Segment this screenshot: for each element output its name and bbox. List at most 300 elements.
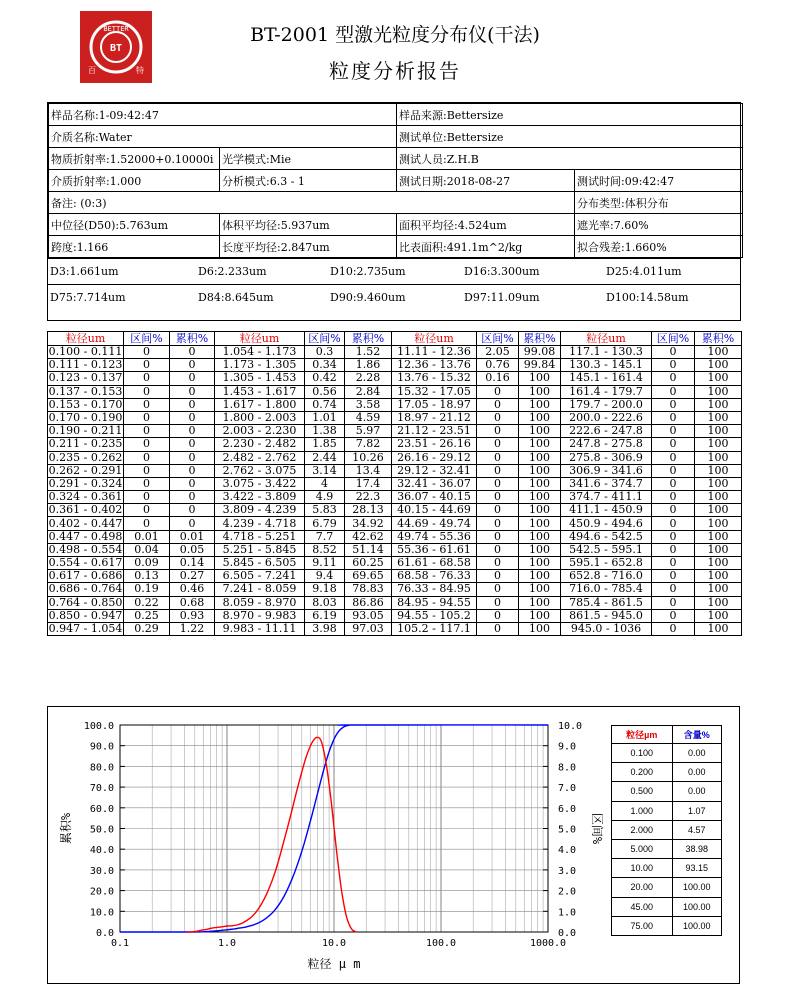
interval-percent-cell: 0	[652, 596, 695, 609]
y-right-axis-label: 区间%	[590, 812, 604, 845]
test-unit: 测试单位:Bettersize	[397, 126, 743, 148]
d-value: D100:14.58um	[606, 291, 689, 304]
cumulative-percent-cell: 100	[519, 570, 561, 583]
size-range-cell: 0.153 - 0.170	[48, 398, 123, 411]
cumulative-percent-cell: 3.58	[345, 398, 392, 411]
mini-content-cell: 0.00	[672, 782, 722, 801]
interval-percent-cell: 0	[652, 425, 695, 438]
interval-percent-cell: 0.16	[477, 372, 519, 385]
table-row	[48, 517, 742, 530]
x-tick-label: 100.0	[425, 938, 457, 949]
cumulative-percent-cell: 69.65	[345, 570, 392, 583]
interval-percent-cell: 3.98	[305, 622, 345, 635]
size-range-cell: 145.1 - 161.4	[561, 372, 652, 385]
tester: 测试人员:Z.H.B	[397, 148, 743, 170]
size-range-cell: 6.505 - 7.241	[215, 570, 305, 583]
cumulative-percent-cell: 100	[519, 477, 561, 490]
y-left-tick-label: 80.0	[89, 762, 114, 774]
size-range-cell: 68.58 - 76.33	[392, 570, 477, 583]
distribution-type: 分布类型:体积分布	[575, 192, 743, 214]
size-range-cell: 0.190 - 0.211	[48, 424, 123, 438]
size-range-cell: 5.251 - 5.845	[215, 543, 305, 556]
d-value: D16:3.300um	[464, 265, 540, 278]
mini-content-cell: 0.00	[672, 744, 722, 763]
size-range-cell: 12.36 - 13.76	[392, 359, 477, 372]
mini-table-row	[612, 916, 722, 935]
interval-percent-cell: 0	[477, 543, 519, 556]
interval-percent-cell: 0	[652, 451, 695, 464]
size-range-cell: 1.617 - 1.800	[215, 398, 305, 411]
cumulative-percent-cell: 0	[170, 425, 215, 438]
cumulative-percent-cell: 22.3	[345, 491, 392, 504]
cumulative-percent-cell: 99.08	[519, 346, 561, 359]
mini-size-cell: 2.000	[612, 820, 673, 839]
mini-content-cell: 4.57	[672, 820, 722, 839]
table-row	[48, 622, 742, 635]
d-value: D25:4.011um	[606, 265, 682, 278]
interval-percent-cell: 0	[652, 543, 695, 556]
cumulative-percent-cell: 100	[519, 491, 561, 504]
interval-percent-cell: 0	[124, 372, 170, 385]
table-row	[48, 609, 742, 622]
interval-percent-cell: 0	[652, 517, 695, 530]
size-range-cell: 3.809 - 4.239	[215, 504, 305, 517]
size-range-cell: 76.33 - 84.95	[392, 583, 477, 596]
cumulative-percent-cell: 2.28	[345, 372, 392, 385]
y-left-tick-label: 0.0	[95, 928, 114, 939]
interval-percent-cell: 1.85	[305, 438, 345, 451]
mini-table-row	[612, 763, 722, 782]
interval-percent-cell: 0	[652, 372, 695, 385]
table-row	[48, 543, 742, 556]
interval-percent-cell: 0	[124, 517, 170, 530]
d-value: D75:7.714um	[50, 291, 126, 304]
y-left-axis-label: 累积%	[59, 812, 73, 845]
interval-percent-cell: 4	[305, 477, 345, 490]
cumulative-percent-cell: 100	[695, 477, 742, 490]
cumulative-percent-cell: 13.4	[345, 464, 392, 477]
cumulative-percent-cell: 100	[519, 543, 561, 556]
interval-percent-cell: 0	[477, 491, 519, 504]
size-range-cell: 1.305 - 1.453	[215, 372, 305, 385]
size-range-cell: 94.55 - 105.2	[392, 609, 477, 622]
size-range-cell: 0.262 - 0.291	[48, 464, 123, 477]
interval-percent-cell: 4.9	[305, 491, 345, 504]
column-header: 累积%	[170, 332, 215, 346]
column-header: 粒径um	[392, 332, 477, 346]
mini-header-size: 粒径µm	[612, 726, 673, 744]
size-range-cell: 306.9 - 341.6	[561, 464, 652, 477]
mini-size-cell: 0.500	[612, 782, 673, 801]
mini-table-row	[612, 859, 722, 878]
size-range-cell: 105.2 - 117.1	[392, 622, 477, 635]
size-range-cell: 3.422 - 3.809	[215, 491, 305, 504]
y-right-tick-label: 7.0	[558, 783, 577, 795]
medium-refractive-index: 介质折射率:1.000	[49, 170, 220, 192]
cumulative-percent-cell: 42.62	[345, 530, 392, 543]
cumulative-percent-cell: 100	[519, 372, 561, 385]
interval-percent-cell: 0	[652, 583, 695, 596]
cumulative-percent-cell: 100	[519, 438, 561, 451]
y-left-tick-label: 100.0	[83, 721, 114, 732]
cumulative-percent-cell: 1.86	[345, 359, 392, 372]
interval-percent-cell: 0	[477, 622, 519, 635]
column-header: 累积%	[519, 332, 561, 346]
cumulative-percent-cell: 0	[170, 517, 215, 530]
logo-side-left: 百	[88, 66, 96, 75]
interval-percent-cell: 0.42	[305, 372, 345, 385]
length-mean-diameter: 长度平均径:2.847um	[220, 236, 397, 258]
size-range-cell: 23.51 - 26.16	[392, 438, 477, 451]
cumulative-percent-cell: 100	[519, 504, 561, 517]
cumulative-percent-cell: 100	[519, 622, 561, 635]
size-range-cell: 0.211 - 0.235	[48, 437, 123, 451]
size-range-cell: 2.230 - 2.482	[215, 438, 305, 451]
cumulative-percent-cell: 0.05	[170, 543, 215, 556]
interval-percent-cell: 0.34	[305, 359, 345, 372]
cumulative-percent-cell: 78.83	[345, 583, 392, 596]
distribution-table	[47, 331, 742, 636]
table-row	[48, 411, 742, 424]
interval-percent-cell: 6.19	[305, 609, 345, 622]
cumulative-percent-cell: 0	[170, 438, 215, 451]
interval-percent-cell: 0	[652, 464, 695, 477]
company-logo	[80, 11, 152, 83]
cumulative-percent-cell: 5.97	[345, 425, 392, 438]
mini-content-cell: 38.98	[672, 839, 722, 858]
interval-percent-cell: 0	[652, 385, 695, 398]
interval-percent-cell: 0	[652, 438, 695, 451]
size-range-cell: 861.5 - 945.0	[561, 609, 652, 622]
y-left-tick-label: 30.0	[89, 865, 114, 877]
size-range-cell: 9.983 - 11.11	[215, 622, 305, 635]
table-row	[48, 491, 742, 504]
size-range-cell: 0.498 - 0.554	[48, 543, 123, 556]
cumulative-percent-cell: 10.26	[345, 451, 392, 464]
interval-percent-cell: 0	[124, 346, 170, 359]
y-left-tick-label: 50.0	[89, 824, 114, 836]
interval-percent-cell: 0	[477, 464, 519, 477]
cumulative-percent-cell: 100	[695, 557, 742, 570]
mini-content-cell: 100.00	[672, 878, 722, 897]
cumulative-percent-cell: 100	[695, 425, 742, 438]
interval-percent-cell: 0	[652, 530, 695, 543]
interval-percent-cell: 0	[477, 504, 519, 517]
size-range-cell: 0.137 - 0.153	[48, 385, 123, 398]
mini-size-cell: 10.00	[612, 859, 673, 878]
table-row	[48, 398, 742, 411]
d-value: D6:2.233um	[198, 265, 267, 278]
cumulative-percent-cell: 100	[695, 622, 742, 635]
size-range-cell: 0.123 - 0.137	[48, 371, 123, 385]
obscuration: 遮光率:7.60%	[575, 214, 743, 236]
interval-percent-cell: 0.01	[124, 530, 170, 543]
x-tick-label: 10.0	[321, 938, 347, 949]
table-row	[48, 372, 742, 385]
table-row	[48, 477, 742, 490]
size-range-cell: 17.05 - 18.97	[392, 398, 477, 411]
mini-size-cell: 0.200	[612, 763, 673, 782]
cumulative-percent-cell: 100	[695, 596, 742, 609]
mini-table-row	[612, 782, 722, 801]
y-right-tick-label: 1.0	[558, 907, 577, 919]
cumulative-percent-cell: 100	[695, 451, 742, 464]
size-range-cell: 0.617 - 0.686	[48, 569, 123, 583]
cumulative-percent-cell: 7.82	[345, 438, 392, 451]
y-left-tick-label: 90.0	[89, 741, 114, 753]
cumulative-percent-cell: 100	[519, 398, 561, 411]
interval-percent-cell: 0	[477, 517, 519, 530]
sample-name: 样品名称:1-09:42:47	[49, 104, 397, 126]
table-row	[48, 359, 742, 372]
mini-size-cell: 0.100	[612, 744, 673, 763]
y-right-tick-label: 4.0	[558, 845, 577, 857]
x-tick-label: 0.1	[110, 938, 130, 949]
interval-percent-cell: 0	[124, 398, 170, 411]
column-header: 区间%	[305, 332, 345, 346]
interval-percent-cell: 9.18	[305, 583, 345, 596]
volume-mean-diameter: 体积平均径:5.937um	[220, 214, 397, 236]
interval-percent-cell: 0.76	[477, 359, 519, 372]
cumulative-summary-table	[611, 725, 722, 936]
interval-percent-cell: 0	[652, 504, 695, 517]
interval-percent-cell: 0.3	[305, 346, 345, 359]
cumulative-percent-cell: 51.14	[345, 543, 392, 556]
interval-percent-cell: 0.19	[124, 583, 170, 596]
size-range-cell: 32.41 - 36.07	[392, 477, 477, 490]
report-subtitle: 粒度分析报告	[329, 59, 461, 83]
size-range-cell: 26.16 - 29.12	[392, 451, 477, 464]
mini-size-cell: 75.00	[612, 916, 673, 935]
size-range-cell: 130.3 - 145.1	[561, 359, 652, 372]
d-values-row-2	[48, 284, 740, 310]
mini-table-row	[612, 878, 722, 897]
fit-residual: 拟合残差:1.660%	[575, 236, 743, 258]
interval-percent-cell: 0	[124, 464, 170, 477]
size-range-cell: 0.100 - 0.111	[48, 345, 123, 359]
size-range-cell: 595.1 - 652.8	[561, 557, 652, 570]
interval-percent-cell: 0	[652, 411, 695, 424]
interval-percent-cell: 0	[124, 425, 170, 438]
mini-table-row	[612, 820, 722, 839]
y-right-tick-label: 0.0	[558, 928, 577, 939]
interval-percent-cell: 0	[477, 425, 519, 438]
interval-percent-cell: 0.29	[124, 622, 170, 635]
y-left-tick-label: 20.0	[89, 886, 114, 898]
interval-percent-cell: 0	[652, 570, 695, 583]
table-row	[48, 557, 742, 570]
cumulative-percent-cell: 100	[519, 583, 561, 596]
column-header: 区间%	[477, 332, 519, 346]
interval-percent-cell: 6.79	[305, 517, 345, 530]
size-range-cell: 0.554 - 0.617	[48, 556, 123, 570]
size-range-cell: 0.235 - 0.262	[48, 451, 123, 464]
size-range-cell: 4.239 - 4.718	[215, 517, 305, 530]
interval-percent-cell: 2.05	[477, 346, 519, 359]
cumulative-percent-cell: 0	[170, 451, 215, 464]
size-range-cell: 2.762 - 3.075	[215, 464, 305, 477]
cumulative-percent-cell: 100	[695, 530, 742, 543]
test-time: 测试时间:09:42:47	[575, 170, 743, 192]
y-right-tick-label: 2.0	[558, 886, 577, 898]
table-row	[48, 596, 742, 609]
cumulative-percent-cell: 100	[519, 517, 561, 530]
x-axis-label: 粒径 μ m	[307, 957, 361, 971]
analysis-mode: 分析模式:6.3 - 1	[220, 170, 397, 192]
table-row	[48, 570, 742, 583]
size-range-cell: 0.447 - 0.498	[48, 530, 123, 543]
interval-percent-cell: 0.13	[124, 570, 170, 583]
size-range-cell: 945.0 - 1036	[561, 622, 652, 635]
column-header: 区间%	[652, 332, 695, 346]
cumulative-percent-cell: 100	[519, 464, 561, 477]
cumulative-percent-cell: 60.25	[345, 557, 392, 570]
size-range-cell: 785.4 - 861.5	[561, 596, 652, 609]
cumulative-percent-cell: 0.93	[170, 609, 215, 622]
interval-percent-cell: 0	[124, 411, 170, 424]
interval-percent-cell: 0	[477, 557, 519, 570]
mini-content-cell: 0.00	[672, 763, 722, 782]
cumulative-percent-cell: 34.92	[345, 517, 392, 530]
interval-percent-cell: 1.38	[305, 425, 345, 438]
cumulative-percent-cell: 0.01	[170, 530, 215, 543]
interval-percent-cell: 0	[124, 359, 170, 372]
column-header: 粒径um	[215, 332, 305, 346]
size-range-cell: 0.764 - 0.850	[48, 596, 123, 609]
logo-center-text: BT	[109, 43, 123, 54]
interval-percent-cell: 0	[652, 398, 695, 411]
size-range-cell: 0.686 - 0.764	[48, 582, 123, 596]
cumulative-percent-cell: 100	[519, 451, 561, 464]
cumulative-percent-cell: 0	[170, 411, 215, 424]
size-range-cell: 3.075 - 3.422	[215, 477, 305, 490]
table-row	[48, 583, 742, 596]
interval-percent-cell: 0	[477, 411, 519, 424]
cumulative-percent-cell: 0	[170, 491, 215, 504]
size-range-cell: 0.850 - 0.947	[48, 609, 123, 622]
cumulative-percent-cell: 100	[695, 543, 742, 556]
interval-percent-cell: 0	[477, 385, 519, 398]
d-value: D84:8.645um	[198, 291, 274, 304]
interval-percent-cell: 2.44	[305, 451, 345, 464]
y-right-tick-label: 10.0	[558, 721, 583, 732]
size-range-cell: 341.6 - 374.7	[561, 477, 652, 490]
size-range-cell: 450.9 - 494.6	[561, 517, 652, 530]
interval-percent-cell: 0	[652, 491, 695, 504]
size-range-cell: 18.97 - 21.12	[392, 411, 477, 424]
size-range-cell: 36.07 - 40.15	[392, 491, 477, 504]
size-range-cell: 55.36 - 61.61	[392, 543, 477, 556]
interval-percent-cell: 0	[652, 622, 695, 635]
cumulative-percent-cell: 17.4	[345, 477, 392, 490]
cumulative-percent-cell: 100	[519, 411, 561, 424]
interval-percent-cell: 0	[124, 385, 170, 398]
size-range-cell: 0.402 - 0.447	[48, 516, 123, 530]
cumulative-percent-cell: 100	[519, 425, 561, 438]
y-right-tick-label: 5.0	[558, 824, 577, 836]
size-range-cell: 222.6 - 247.8	[561, 425, 652, 438]
table-row	[48, 438, 742, 451]
size-range-cell: 542.5 - 595.1	[561, 543, 652, 556]
mini-content-cell: 100.00	[672, 916, 722, 935]
cumulative-percent-cell: 86.86	[345, 596, 392, 609]
size-range-cell: 5.845 - 6.505	[215, 557, 305, 570]
interval-percent-cell: 7.7	[305, 530, 345, 543]
cumulative-percent-cell: 100	[519, 557, 561, 570]
size-range-cell: 275.8 - 306.9	[561, 451, 652, 464]
size-range-cell: 200.0 - 222.6	[561, 411, 652, 424]
size-range-cell: 716.0 - 785.4	[561, 583, 652, 596]
interval-percent-cell: 0	[477, 609, 519, 622]
table-header-row	[48, 332, 742, 346]
interval-percent-cell: 0	[477, 477, 519, 490]
size-range-cell: 2.482 - 2.762	[215, 451, 305, 464]
d-values-row-1	[48, 258, 740, 284]
size-range-cell: 161.4 - 179.7	[561, 385, 652, 398]
table-row	[48, 385, 742, 398]
interval-percent-cell: 0	[477, 583, 519, 596]
size-range-cell: 411.1 - 450.9	[561, 504, 652, 517]
interval-percent-cell: 0	[477, 596, 519, 609]
mini-header-content: 含量%	[672, 726, 722, 744]
size-range-cell: 1.800 - 2.003	[215, 411, 305, 424]
size-range-cell: 179.7 - 200.0	[561, 398, 652, 411]
info-table	[48, 103, 743, 258]
interval-percent-cell: 1.01	[305, 411, 345, 424]
size-range-cell: 0.111 - 0.123	[48, 358, 123, 372]
remark: 备注: (0:3)	[49, 192, 575, 214]
cumulative-percent-cell: 0.27	[170, 570, 215, 583]
size-range-cell: 117.1 - 130.3	[561, 346, 652, 359]
size-range-cell: 8.059 - 8.970	[215, 596, 305, 609]
cumulative-percent-cell: 99.84	[519, 359, 561, 372]
interval-percent-cell: 0.04	[124, 543, 170, 556]
table-row	[48, 346, 742, 359]
size-range-cell: 13.76 - 15.32	[392, 372, 477, 385]
cumulative-percent-cell: 100	[519, 530, 561, 543]
size-range-cell: 1.173 - 1.305	[215, 359, 305, 372]
size-range-cell: 247.8 - 275.8	[561, 438, 652, 451]
cumulative-percent-cell: 100	[695, 491, 742, 504]
table-row	[48, 504, 742, 517]
mini-size-cell: 1.000	[612, 801, 673, 820]
interval-percent-cell: 0.25	[124, 609, 170, 622]
cumulative-percent-cell: 0.68	[170, 596, 215, 609]
logo-arc-text: BETTER	[103, 25, 129, 33]
cumulative-percent-cell: 100	[519, 596, 561, 609]
cumulative-percent-cell: 93.05	[345, 609, 392, 622]
span: 跨度:1.166	[49, 236, 220, 258]
size-range-cell: 84.95 - 94.55	[392, 596, 477, 609]
cumulative-percent-cell: 100	[695, 372, 742, 385]
y-right-tick-label: 6.0	[558, 803, 577, 815]
table-row	[48, 464, 742, 477]
size-range-cell: 0.947 - 1.054	[48, 622, 123, 636]
cumulative-percent-cell: 0	[170, 372, 215, 385]
interval-percent-cell: 0	[477, 530, 519, 543]
cumulative-percent-cell: 100	[519, 609, 561, 622]
d-value: D3:1.661um	[50, 265, 119, 278]
sample-source: 样品来源:Bettersize	[397, 104, 743, 126]
mini-content-cell: 93.15	[672, 859, 722, 878]
column-header: 累积%	[345, 332, 392, 346]
cumulative-percent-cell: 100	[695, 583, 742, 596]
size-range-cell: 494.6 - 542.5	[561, 530, 652, 543]
y-right-tick-label: 3.0	[558, 865, 577, 877]
cumulative-percent-cell: 2.84	[345, 385, 392, 398]
refractive-index: 物质折射率:1.52000+0.10000i	[49, 148, 220, 170]
size-range-cell: 61.61 - 68.58	[392, 557, 477, 570]
